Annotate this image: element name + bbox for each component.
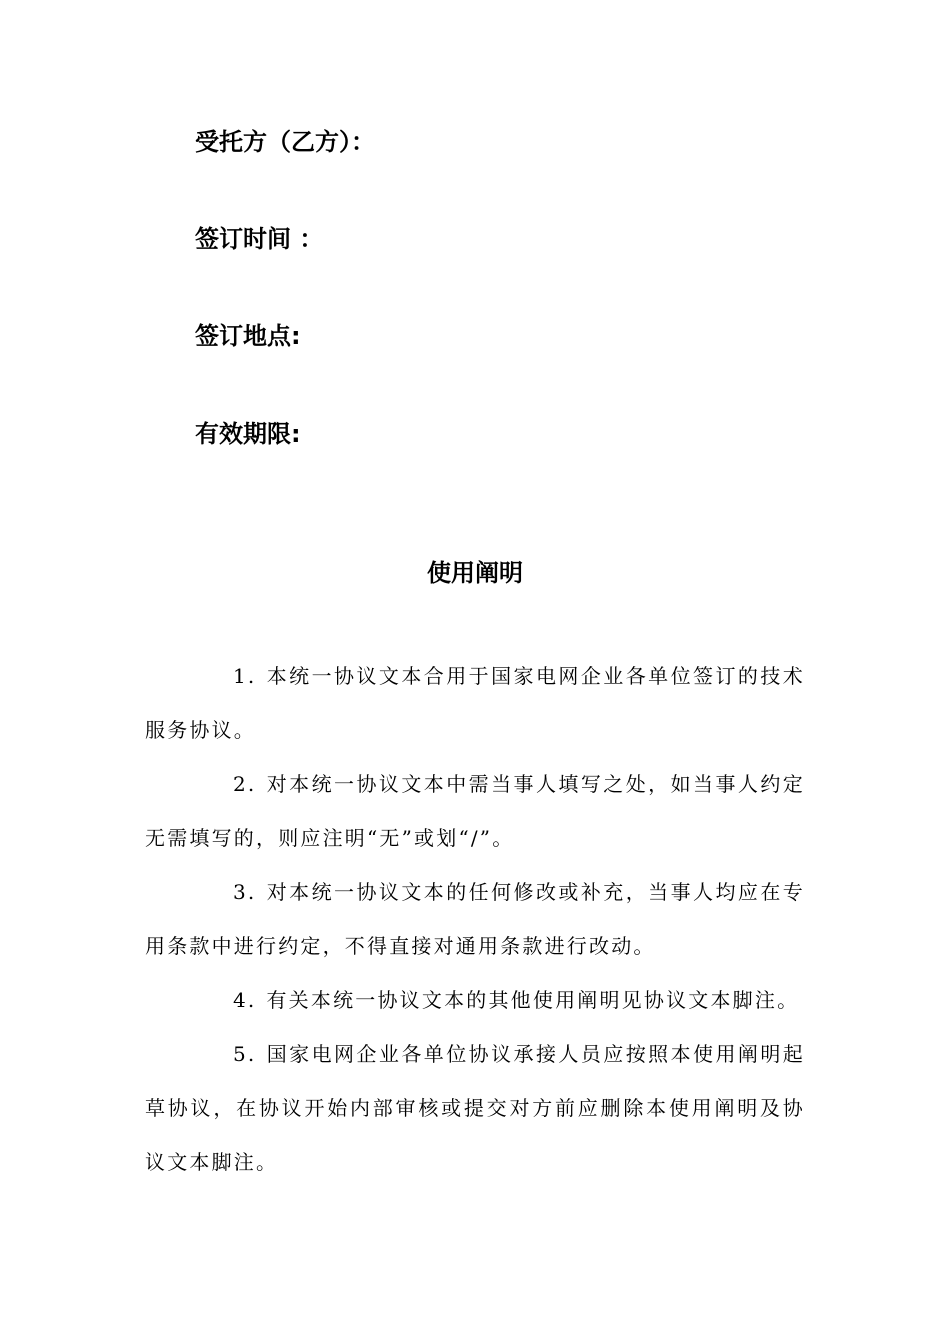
instruction-text: 本统一协议文本合用于国家电网企业各单位签订的技术服务协议。 (145, 664, 805, 742)
instruction-number: 2. (233, 772, 257, 796)
instructions-title: 使用阐明 (427, 559, 523, 587)
instruction-text: 国家电网企业各单位协议承接人员应按照本使用阐明起草协议，在协议开始内部审核或提交对方前应删除本使用阐明及协议文本脚注。 (145, 1042, 805, 1174)
instruction-text: 对本统一协议文本的任何修改或补充，当事人均应在专用条款中进行约定，不得直接对通用条款进行改动。 (145, 880, 805, 958)
instruction-number: 1. (233, 664, 257, 688)
instruction-text: 有关本统一协议文本的其他使用阐明见协议文本脚注。 (266, 988, 800, 1012)
instruction-number: 4. (233, 988, 257, 1012)
instruction-item (145, 865, 805, 973)
instructions-list (145, 649, 805, 1189)
instruction-number: 5. (233, 1042, 257, 1066)
trustee-label: 受托方（乙方）： (195, 128, 375, 156)
instruction-item (145, 973, 805, 1027)
instruction-item (145, 757, 805, 865)
instruction-number: 3. (233, 880, 257, 904)
sign-time-label: 签订时间 ： (195, 225, 324, 253)
instruction-item (145, 1027, 805, 1189)
instruction-item (145, 649, 805, 757)
instruction-text: 对本统一协议文本中需当事人填写之处，如当事人约定无需填写的，则应注明“无”或划“/”。 (145, 772, 805, 850)
sign-place-label: 签订地点: (195, 322, 301, 350)
validity-label: 有效期限: (195, 420, 301, 448)
